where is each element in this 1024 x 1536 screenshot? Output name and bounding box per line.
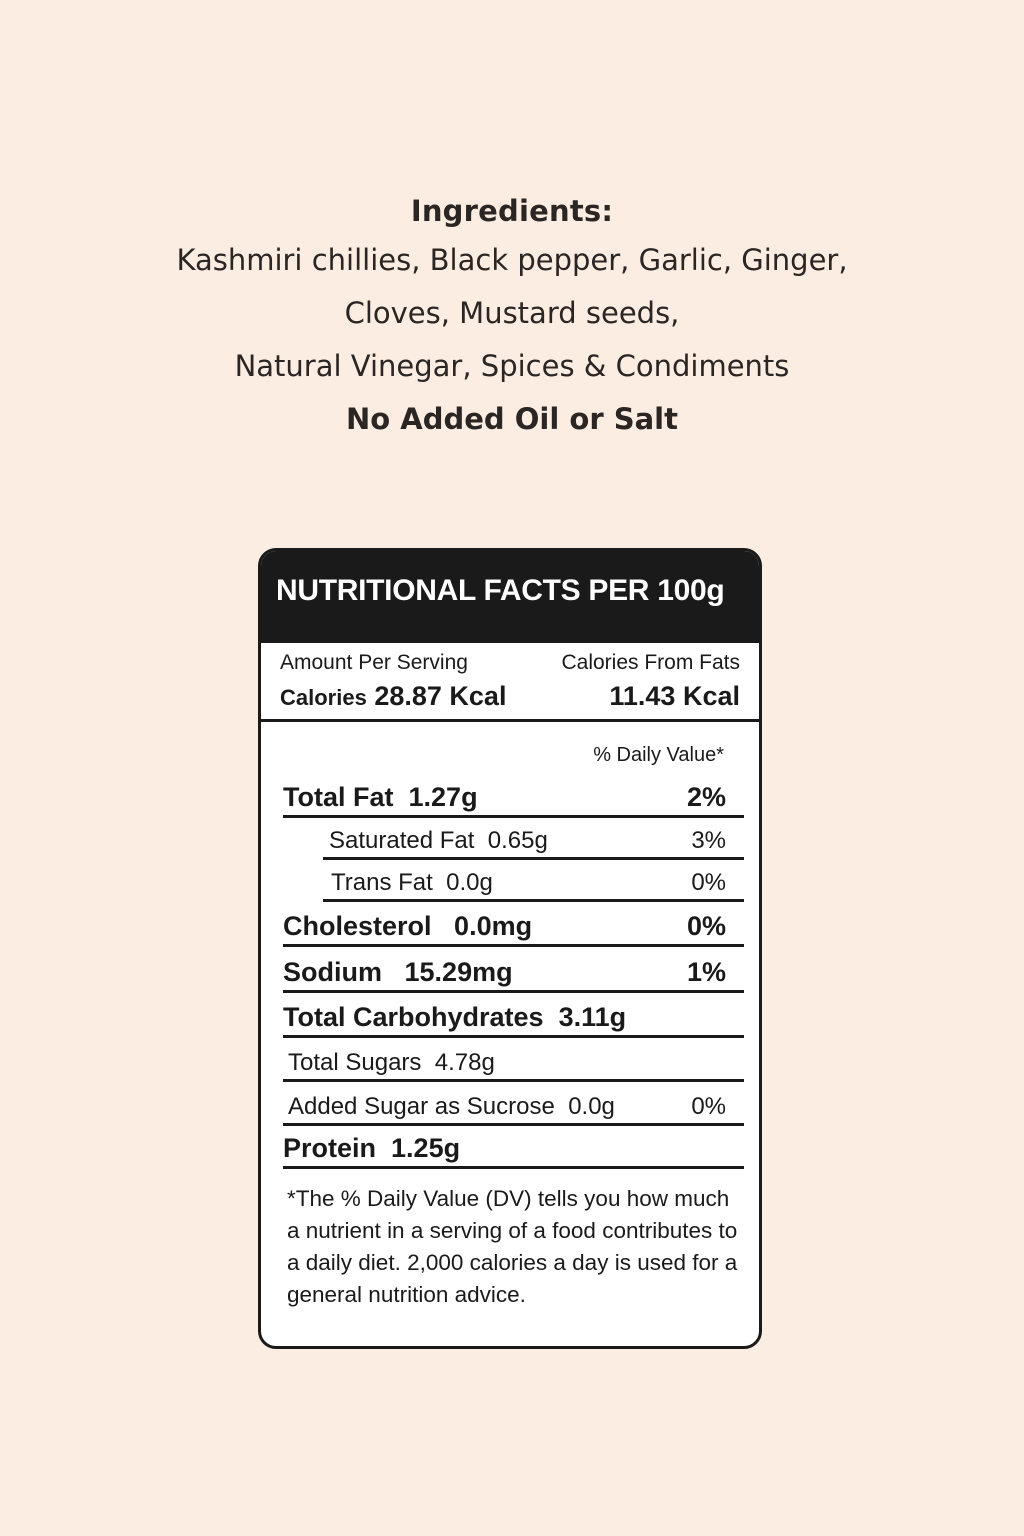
nutrition-label-title: NUTRITIONAL FACTS PER 100g (261, 551, 759, 643)
daily-value-footnote: *The % Daily Value (DV) tells you how much a nutrient in a serving of a food contributes to a daily diet. 2,000 calories a day is used for a general nutrition advice. (287, 1186, 738, 1307)
nutrient-dv: 3% (691, 827, 726, 854)
daily-value-header: % Daily Value* (593, 744, 724, 766)
ingredients-line-3: Natural Vinegar, Spices & Condiments (234, 349, 790, 383)
nutrient-row-trans-fat (323, 861, 744, 902)
nutrient-dv: 0% (686, 911, 726, 941)
nutrient-name-amount: Trans Fat 0.0g (331, 869, 493, 896)
calories-amount: 28.87 Kcal (374, 681, 507, 711)
no-added-oil-note: No Added Oil or Salt (346, 402, 678, 436)
nutrient-row-total-sugars (283, 1039, 744, 1082)
calories-word: Calories (280, 685, 367, 710)
nutrient-dv: 0% (691, 1093, 726, 1120)
nutrient-row-cholesterol (283, 903, 744, 947)
nutrient-name-amount: Saturated Fat 0.65g (329, 827, 548, 854)
fat-calories-value: 11.43 Kcal (609, 681, 740, 711)
serving-info (261, 643, 759, 722)
nutrient-name-amount: Added Sugar as Sucrose 0.0g (288, 1093, 615, 1120)
calories-from-fats-label: Calories From Fats (561, 651, 740, 674)
nutrient-row-sodium (283, 948, 744, 993)
nutrient-name-amount: Total Fat 1.27g (283, 782, 478, 812)
ingredients-line-2: Cloves, Mustard seeds, (344, 296, 680, 330)
nutrient-name-amount: Total Carbohydrates 3.11g (283, 1002, 627, 1032)
calories-value (280, 681, 506, 712)
amount-per-serving-label: Amount Per Serving (280, 651, 468, 674)
nutrient-row-protein (283, 1127, 744, 1169)
nutrient-name-amount: Protein 1.25g (283, 1133, 461, 1163)
nutrient-dv: 2% (686, 782, 726, 812)
nutrient-row-saturated-fat (323, 820, 744, 860)
ingredients-line-1: Kashmiri chillies, Black pepper, Garlic, Ginger, (176, 243, 848, 277)
nutrient-row-total-fat (283, 776, 744, 818)
nutrient-row-total-carbohydrates (283, 994, 744, 1038)
nutrition-label (258, 548, 762, 1349)
ingredients-section (0, 188, 1024, 446)
nutrient-name-amount: Cholesterol 0.0mg (283, 911, 533, 941)
nutrient-name-amount: Sodium 15.29mg (283, 957, 513, 987)
nutrient-dv: 0% (691, 869, 726, 896)
nutrient-dv: 1% (686, 957, 726, 987)
ingredients-title: Ingredients: (410, 194, 614, 228)
nutrient-row-added-sugar (283, 1083, 744, 1126)
nutrient-name-amount: Total Sugars 4.78g (288, 1049, 495, 1076)
